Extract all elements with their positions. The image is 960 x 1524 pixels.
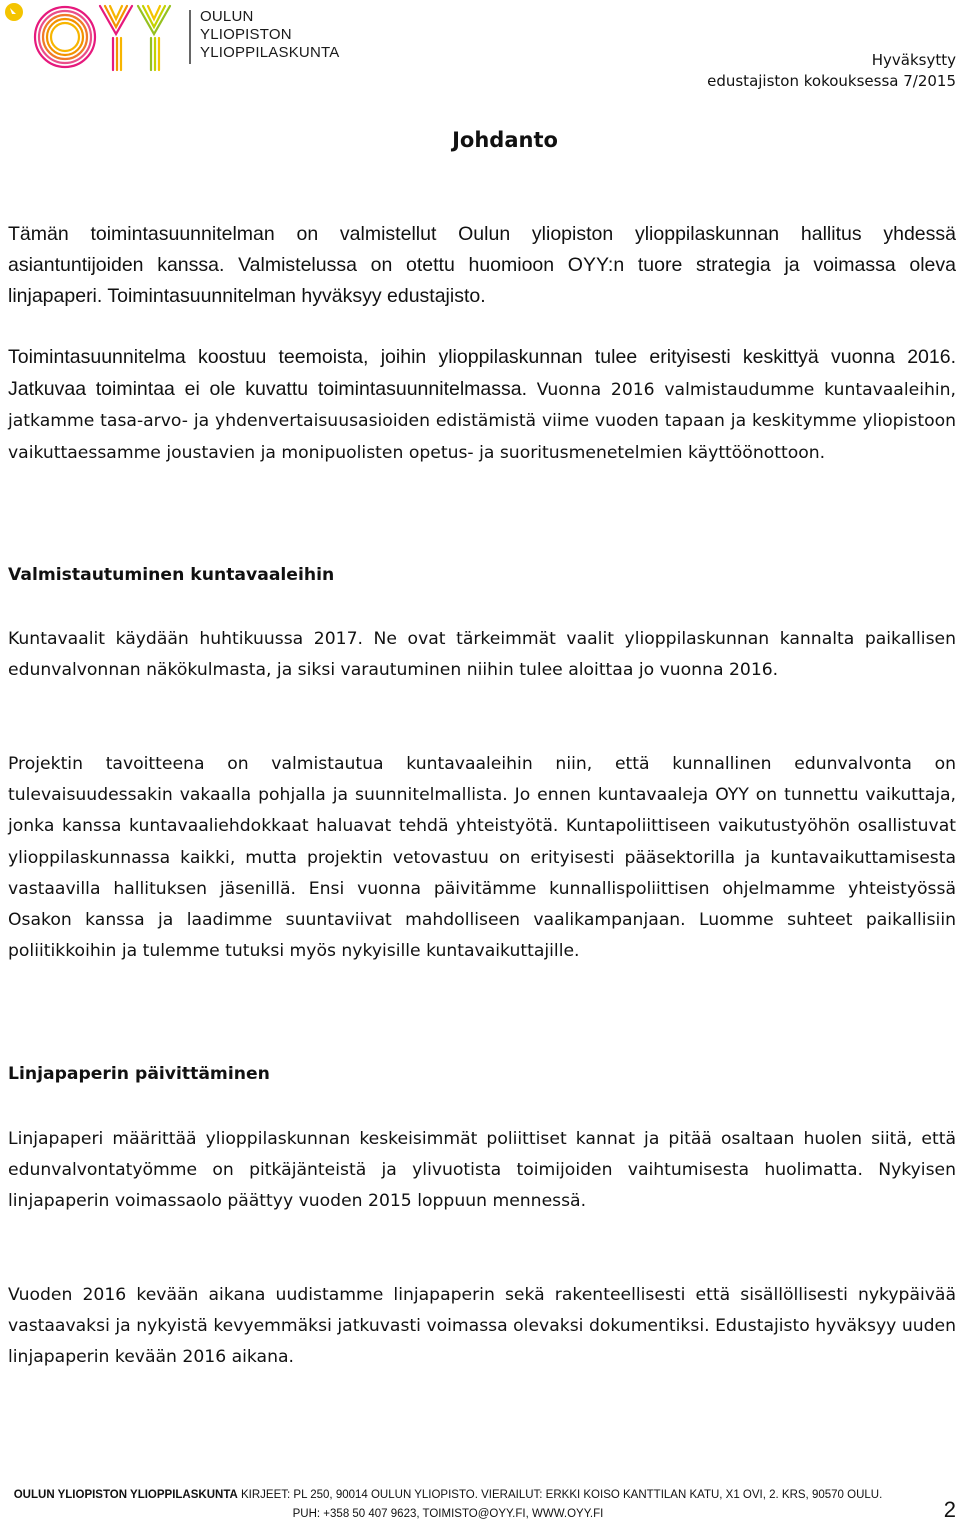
section-heading-policy-paper: Linjapaperin päivittäminen: [8, 1064, 270, 1084]
approval-line2: edustajiston kokouksessa 7/2015: [707, 72, 956, 90]
org-name-line3: YLIOPPILASKUNTA: [200, 44, 340, 61]
section-heading-elections: Valmistautuminen kuntavaaleihin: [8, 565, 335, 585]
page-title: Johdanto: [452, 128, 558, 152]
intro-paragraph-2-part-b: Vuonna 2016 valmistaudumme kuntavaaleihin, jatkamme tasa-arvo- ja yhdenvertaisuusasioiden edistämistä viime vuoden tapaan ja keskitymme yliopistoon vaikuttaessamme joustavien ja monipuolisten opetus- ja suoritusmenetelmien käyttöönottoon.: [8, 380, 956, 463]
policy-paper-paragraph-1: Linjapaperi määrittää ylioppilaskunnan keskeisimmät poliittiset kannat ja pitää osaltaan huolen siitä, että edunvalvontatyömme on pitkäjänteistä ja ylivuotista toimijoiden vaihtumisesta huolimatta. Nykyisen linjapaperin voimassaolo päättyy vuoden 2015 loppuun mennessä.: [8, 1129, 956, 1212]
page-footer: [8, 1486, 888, 1524]
approval-line1: Hyväksytty: [871, 51, 956, 69]
footer-line-1: [8, 1486, 888, 1505]
elections-paragraph-1: Kuntavaalit käydään huhtikuussa 2017. Ne ovat tärkeimmät vaalit ylioppilaskunnan kannalta paikallisen edunvalvonnan näkökulmasta, ja siksi varautuminen niihin tulee aloittaa jo vuonna 2016.: [8, 629, 956, 681]
logo-y1-icon: [100, 6, 132, 70]
footer-address: KIRJEET: PL 250, 90014 OULUN YLIOPISTO. VIERAILUT: ERKKI KOISO KANTTILAN KATU, X1 OVI, 2. KRS, 90570 OULU.: [241, 1489, 883, 1501]
org-name-line2: YLIOPISTON: [200, 26, 292, 43]
elections-paragraph-2: Projektin tavoitteena on valmistautua kuntavaaleihin niin, että kunnallinen edunvalvonta on tulevaisuudessakin vakaalla pohjalla ja suunnitelmallista. Jo ennen kuntavaaleja OYY on tunnettu vaikuttaja, jonka kanssa kuntavaaliehdokkaat haluavat tehdä yhteistyötä. Kuntapoliittiseen vaikutustyöhön osallistuvat ylioppilaskunnassa kaikki, mutta projektin vetovastuu on erityisesti pääsektorilla ja kuntavaikuttamisesta vastaavilla hallituksen jäsenillä. Ensi vuonna päivitämme kunnallispoliittisen ohjelmamme yhteistyössä Osakon kanssa ja laadimme suuntaviivat mahdolliseen vaalikampanjaan. Luomme suhteet paikallisiin poliitikkoihin ja tulemme tutuksi myös nykyisille kuntavaikuttajille.: [8, 754, 956, 962]
intro-paragraph-1: Tämän toimintasuunnitelman on valmistellut Oulun yliopiston ylioppilaskunnan hallitus yhdessä asiantuntijoiden kanssa. Valmistelussa on otettu huomioon OYY:n tuore strategia ja voimassa oleva linjapaperi. Toimintasuunnitelman hyväksyy edustajisto.: [8, 223, 956, 307]
logo-o-icon: [35, 7, 95, 67]
logo-sun-icon: [5, 3, 23, 21]
intro-paragraph-2: [8, 342, 956, 469]
footer-org: OULUN YLIOPISTON YLIOPPILASKUNTA: [13, 1489, 238, 1501]
logo-y2-icon: [138, 6, 170, 70]
org-name: [200, 8, 339, 62]
policy-paper-paragraph-2: Vuoden 2016 kevään aikana uudistamme linjapaperin sekä rakenteellisesti että sisällöllisesti nykypäivää vastaavaksi ja nykyistä kevyemmäksi jatkuvasti voimassa olevaksi dokumentiksi. Edustajisto hyväksyy uuden linjapaperin kevään 2016 aikana.: [8, 1285, 956, 1368]
page-header: [0, 0, 960, 90]
approval-note: [707, 50, 956, 92]
footer-contact: PUH: +358 50 407 9623, TOIMISTO@OYY.FI, WWW.OYY.FI: [292, 1508, 604, 1520]
intro-paragraph-2-part-a: Toimintasuunnitelma koostuu teemoista, joihin ylioppilaskunnan tulee erityisesti keskittyä vuonna 2016. Jatkuvaa toimintaa ei ole kuvattu toimintasuunnitelmassa.: [8, 346, 956, 401]
page-number: 2: [943, 1497, 956, 1522]
org-name-line1: OULUN: [200, 8, 254, 25]
